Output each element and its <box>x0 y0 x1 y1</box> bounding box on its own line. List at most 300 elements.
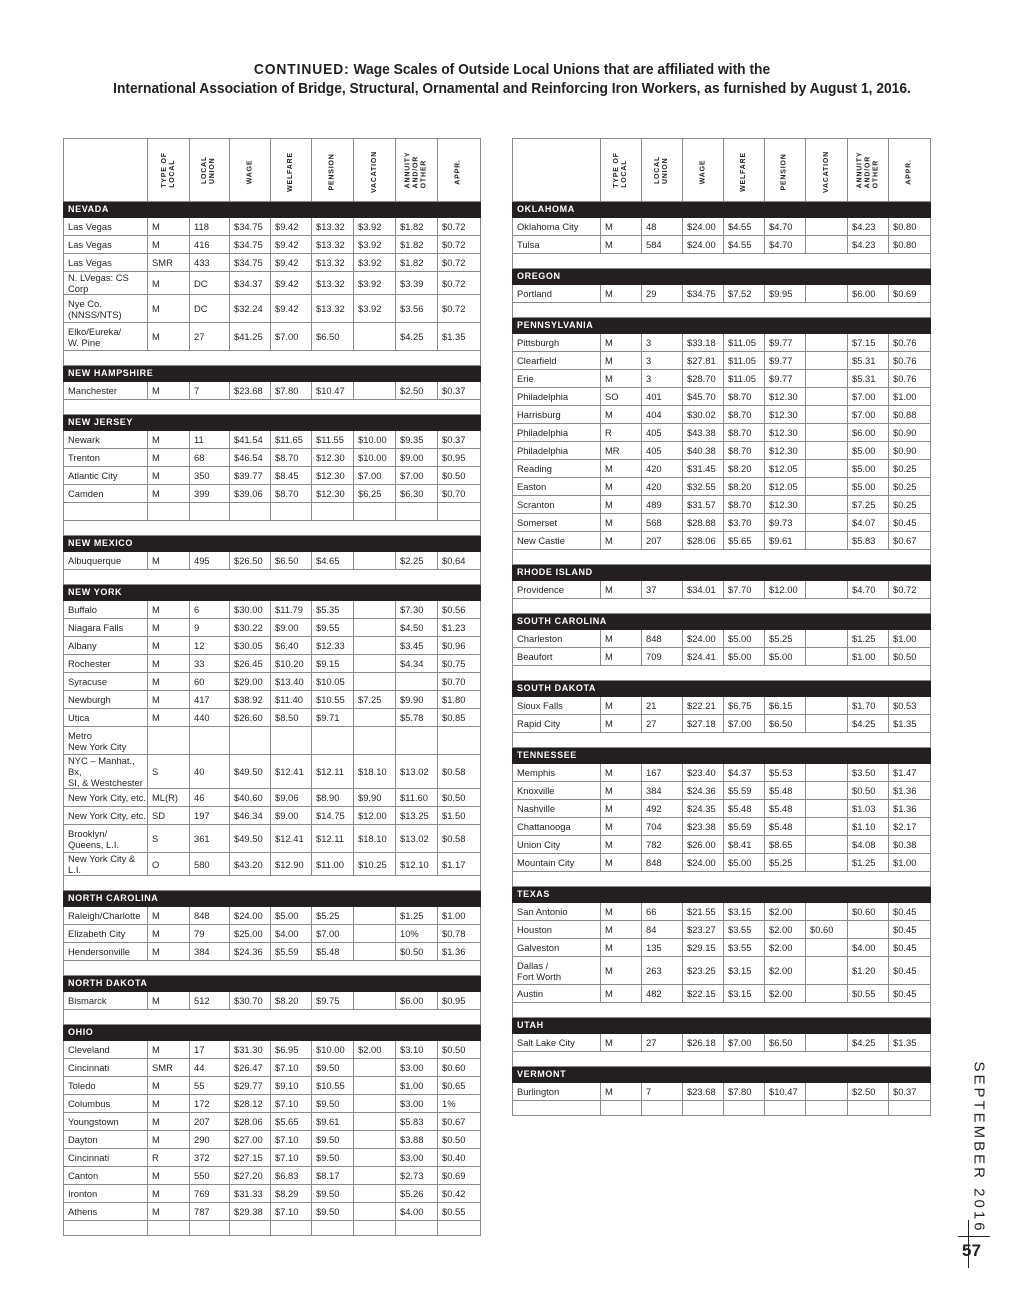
value-cell: $6.00 <box>396 992 438 1010</box>
value-cell: $29.00 <box>230 673 271 691</box>
title-line-1-text: Wage Scales of Outside Local Unions that are affiliated with the <box>349 61 771 78</box>
value-cell <box>354 637 396 655</box>
table-row <box>513 648 931 666</box>
value-cell: $26.00 <box>683 836 724 854</box>
value-cell <box>354 1059 396 1077</box>
value-cell: $4.55 <box>724 218 765 236</box>
value-cell: $4.34 <box>396 655 438 673</box>
value-cell <box>806 496 848 514</box>
value-cell: $29.77 <box>230 1077 271 1095</box>
value-cell: $26.45 <box>230 655 271 673</box>
value-cell: $0.37 <box>438 431 481 449</box>
state-header-row <box>513 269 931 285</box>
value-cell: $7.25 <box>848 496 889 514</box>
spacer-cell <box>312 570 354 585</box>
value-cell <box>312 503 354 521</box>
value-cell: $0.50 <box>438 467 481 485</box>
value-cell: M <box>601 939 642 957</box>
spacer-cell <box>513 872 601 887</box>
value-cell: $5.00 <box>724 854 765 872</box>
value-cell: $10.20 <box>271 655 312 673</box>
header-row <box>513 139 931 202</box>
city-cell: Youngstown <box>64 1113 148 1131</box>
value-cell: $0.72 <box>438 295 481 323</box>
value-cell: M <box>148 691 190 709</box>
spacer-cell <box>190 351 230 366</box>
table-row <box>64 1059 481 1077</box>
value-cell: $12.30 <box>765 388 806 406</box>
spacer-cell <box>889 666 931 681</box>
title-prefix: CONTINUED: <box>253 61 350 78</box>
value-cell: $1.80 <box>438 691 481 709</box>
value-cell: O <box>148 853 190 876</box>
column-header <box>190 139 230 202</box>
empty-cell <box>889 1101 931 1116</box>
column-header <box>848 139 889 202</box>
spacer-cell <box>889 733 931 748</box>
value-cell: $18.10 <box>354 755 396 789</box>
value-cell: 580 <box>190 853 230 876</box>
spacer-cell <box>765 550 806 565</box>
value-cell: $1.25 <box>848 854 889 872</box>
value-cell: $30.22 <box>230 619 271 637</box>
value-cell: $1.25 <box>396 907 438 925</box>
city-cell: Scranton <box>513 496 601 514</box>
value-cell: M <box>601 818 642 836</box>
spacer-row <box>64 400 481 415</box>
value-cell: $8.70 <box>271 449 312 467</box>
value-cell <box>806 1034 848 1052</box>
spacer-cell <box>889 550 931 565</box>
spacer-row <box>513 599 931 614</box>
value-cell: 37 <box>642 581 683 599</box>
value-cell: $9.06 <box>271 789 312 807</box>
spacer-row <box>64 351 481 366</box>
value-cell <box>148 727 190 755</box>
value-cell: $8.41 <box>724 836 765 854</box>
value-cell <box>354 925 396 943</box>
table-row <box>64 467 481 485</box>
spacer-cell <box>396 961 438 976</box>
value-cell: $1.35 <box>889 1034 931 1052</box>
value-cell: $4.70 <box>765 236 806 254</box>
table-row <box>64 254 481 272</box>
value-cell: M <box>601 334 642 352</box>
table-row <box>513 334 931 352</box>
city-cell: Albany <box>64 637 148 655</box>
value-cell <box>312 727 354 755</box>
table-row <box>513 697 931 715</box>
spacer-cell <box>190 1010 230 1025</box>
value-cell: $5.48 <box>765 800 806 818</box>
spacer-cell <box>190 400 230 415</box>
value-cell: $12.30 <box>312 449 354 467</box>
city-cell: Philadelphia <box>513 424 601 442</box>
value-cell: $7.10 <box>271 1059 312 1077</box>
value-cell: $11.05 <box>724 352 765 370</box>
city-cell: Clearfield <box>513 352 601 370</box>
value-cell: $0.45 <box>889 903 931 921</box>
value-cell: $9.90 <box>396 691 438 709</box>
value-cell: $10.25 <box>354 853 396 876</box>
value-cell: $5.26 <box>396 1185 438 1203</box>
city-cell: Galveston <box>513 939 601 957</box>
city-cell: Newburgh <box>64 691 148 709</box>
empty-cell <box>312 1221 354 1236</box>
value-cell <box>806 818 848 836</box>
spacer-cell <box>806 550 848 565</box>
table-row <box>513 985 931 1003</box>
value-cell <box>354 1167 396 1185</box>
value-cell: $1.00 <box>889 854 931 872</box>
spacer-cell <box>271 876 312 891</box>
value-cell <box>806 442 848 460</box>
value-cell: $49.50 <box>230 755 271 789</box>
value-cell: $5.59 <box>724 818 765 836</box>
value-cell: $4.25 <box>848 1034 889 1052</box>
value-cell <box>806 939 848 957</box>
value-cell: $26.18 <box>683 1034 724 1052</box>
table-row <box>64 943 481 961</box>
value-cell: $34.75 <box>230 254 271 272</box>
value-cell: $4.23 <box>848 236 889 254</box>
page-number: 57 <box>962 1241 981 1260</box>
value-cell: $0.88 <box>889 406 931 424</box>
city-cell <box>64 503 148 521</box>
value-cell <box>354 1185 396 1203</box>
value-cell: $5.00 <box>848 460 889 478</box>
value-cell: $6.50 <box>765 1034 806 1052</box>
value-cell: $11.79 <box>271 601 312 619</box>
value-cell: $4.50 <box>396 619 438 637</box>
value-cell: $5.83 <box>396 1113 438 1131</box>
value-cell: $1.36 <box>889 782 931 800</box>
value-cell: $1.17 <box>438 853 481 876</box>
value-cell: $26.60 <box>230 709 271 727</box>
spacer-row <box>513 872 931 887</box>
value-cell: 787 <box>190 1203 230 1221</box>
value-cell: 3 <box>642 352 683 370</box>
table-row <box>513 424 931 442</box>
empty-cell <box>513 1101 601 1116</box>
value-cell: 21 <box>642 697 683 715</box>
value-cell: $24.00 <box>230 907 271 925</box>
value-cell: 263 <box>642 957 683 985</box>
value-cell: $9.90 <box>354 789 396 807</box>
value-cell <box>354 601 396 619</box>
value-cell: $11.05 <box>724 370 765 388</box>
value-cell: $34.37 <box>230 272 271 295</box>
value-cell: $5.31 <box>848 370 889 388</box>
value-cell <box>806 836 848 854</box>
value-cell: 489 <box>642 496 683 514</box>
spacer-cell <box>312 400 354 415</box>
value-cell: M <box>601 697 642 715</box>
spacer-cell <box>683 666 724 681</box>
spacer-row <box>64 1010 481 1025</box>
spacer-cell <box>683 872 724 887</box>
state-name: UTAH <box>513 1018 931 1034</box>
value-cell: $3.56 <box>396 295 438 323</box>
spacer-cell <box>513 550 601 565</box>
spacer-cell <box>438 400 481 415</box>
spacer-cell <box>271 961 312 976</box>
table-row <box>513 236 931 254</box>
spacer-cell <box>724 666 765 681</box>
value-cell: $3.92 <box>354 218 396 236</box>
value-cell: $13.02 <box>396 825 438 853</box>
spacer-row <box>64 570 481 585</box>
value-cell: $29.15 <box>683 939 724 957</box>
value-cell <box>438 727 481 755</box>
city-cell: Brooklyn/ Queens, L.I. <box>64 825 148 853</box>
value-cell <box>806 985 848 1003</box>
spacer-cell <box>148 961 190 976</box>
spacer-cell <box>642 872 683 887</box>
value-cell: $23.38 <box>683 818 724 836</box>
city-cell: Somerset <box>513 514 601 532</box>
value-cell: $1.82 <box>396 254 438 272</box>
table-row <box>513 630 931 648</box>
table-row <box>513 854 931 872</box>
spacer-cell <box>148 876 190 891</box>
value-cell: 769 <box>190 1185 230 1203</box>
spacer-row <box>513 666 931 681</box>
spacer-cell <box>354 400 396 415</box>
spacer-cell <box>148 400 190 415</box>
value-cell: $3.39 <box>396 272 438 295</box>
table-row <box>64 449 481 467</box>
table-row <box>64 295 481 323</box>
value-cell: $0.72 <box>889 581 931 599</box>
value-cell: $2.00 <box>765 985 806 1003</box>
value-cell: 66 <box>642 903 683 921</box>
value-cell: $3.00 <box>396 1059 438 1077</box>
value-cell: $9.55 <box>312 619 354 637</box>
value-cell: $7.10 <box>271 1131 312 1149</box>
spacer-cell <box>889 254 931 269</box>
value-cell: $0.50 <box>396 943 438 961</box>
value-cell: 384 <box>190 943 230 961</box>
value-cell: 60 <box>190 673 230 691</box>
value-cell: $9.50 <box>312 1203 354 1221</box>
table-row <box>64 992 481 1010</box>
value-cell: $0.45 <box>889 939 931 957</box>
spacer-cell <box>806 599 848 614</box>
value-cell: $0.40 <box>438 1149 481 1167</box>
table-row <box>64 503 481 521</box>
city-cell: Rochester <box>64 655 148 673</box>
spacer-cell <box>724 1052 765 1067</box>
spacer-cell <box>848 872 889 887</box>
value-cell: $0.76 <box>889 352 931 370</box>
value-cell: $9.61 <box>765 532 806 550</box>
value-cell: $1.00 <box>848 648 889 666</box>
spacer-cell <box>230 351 271 366</box>
value-cell: $0.67 <box>438 1113 481 1131</box>
value-cell: $24.00 <box>683 218 724 236</box>
value-cell <box>806 460 848 478</box>
value-cell: $6.50 <box>271 552 312 570</box>
city-cell: Las Vegas <box>64 218 148 236</box>
state-header-row <box>513 748 931 764</box>
value-cell: $5.59 <box>724 782 765 800</box>
city-cell: Rapid City <box>513 715 601 733</box>
value-cell: $4.25 <box>848 715 889 733</box>
value-cell: $9.00 <box>271 619 312 637</box>
column-header-label: VACATION <box>370 151 378 193</box>
value-cell: M <box>601 854 642 872</box>
value-cell <box>396 503 438 521</box>
value-cell <box>396 673 438 691</box>
city-cell: Elizabeth City <box>64 925 148 943</box>
value-cell: 84 <box>642 921 683 939</box>
table-row <box>64 1131 481 1149</box>
value-cell: $3.55 <box>724 939 765 957</box>
value-cell: $1.00 <box>889 388 931 406</box>
value-cell: $24.00 <box>683 630 724 648</box>
value-cell: $8.20 <box>271 992 312 1010</box>
value-cell: $8.29 <box>271 1185 312 1203</box>
value-cell: $6.83 <box>271 1167 312 1185</box>
value-cell: $9.10 <box>271 1077 312 1095</box>
value-cell: $30.70 <box>230 992 271 1010</box>
table-row <box>513 782 931 800</box>
spacer-cell <box>642 550 683 565</box>
spacer-cell <box>601 666 642 681</box>
city-cell: Atlantic City <box>64 467 148 485</box>
spacer-row <box>513 303 931 318</box>
city-cell: Dallas / Fort Worth <box>513 957 601 985</box>
value-cell <box>354 323 396 351</box>
value-cell: $4.70 <box>765 218 806 236</box>
table-row <box>64 655 481 673</box>
value-cell: $6.95 <box>271 1041 312 1059</box>
value-cell: $11.60 <box>396 789 438 807</box>
value-cell: 401 <box>642 388 683 406</box>
value-cell: MR <box>601 442 642 460</box>
value-cell: $0.72 <box>438 272 481 295</box>
state-header-row <box>513 1067 931 1083</box>
value-cell: $9.71 <box>312 709 354 727</box>
table-row <box>64 637 481 655</box>
column-header-label: ANNUITY AND/OR OTHER <box>856 151 879 189</box>
value-cell: M <box>148 637 190 655</box>
spacer-cell <box>642 1003 683 1018</box>
state-name: TENNESSEE <box>513 748 931 764</box>
spacer-cell <box>396 521 438 536</box>
table-row <box>513 285 931 303</box>
value-cell: M <box>148 431 190 449</box>
value-cell: 197 <box>190 807 230 825</box>
city-cell: New York City, etc. <box>64 807 148 825</box>
value-cell: $1.82 <box>396 236 438 254</box>
state-name: OREGON <box>513 269 931 285</box>
table-row <box>64 1113 481 1131</box>
value-cell: $9.42 <box>271 236 312 254</box>
value-cell: $3.15 <box>724 985 765 1003</box>
spacer-cell <box>190 961 230 976</box>
value-cell: M <box>148 272 190 295</box>
value-cell: $4.00 <box>396 1203 438 1221</box>
value-cell: $45.70 <box>683 388 724 406</box>
value-cell: $12.41 <box>271 825 312 853</box>
spacer-cell <box>396 570 438 585</box>
value-cell: $0.37 <box>889 1083 931 1101</box>
value-cell: $1.00 <box>438 907 481 925</box>
value-cell: $8.65 <box>765 836 806 854</box>
value-cell: $5.59 <box>271 943 312 961</box>
value-cell: $9.42 <box>271 295 312 323</box>
spacer-cell <box>190 570 230 585</box>
value-cell <box>806 236 848 254</box>
value-cell: $40.38 <box>683 442 724 460</box>
value-cell: $0.72 <box>438 254 481 272</box>
value-cell: 405 <box>642 442 683 460</box>
state-name: NEW HAMPSHIRE <box>64 366 481 382</box>
city-cell: NYC – Manhat., Bx, SI, & Westchester <box>64 755 148 789</box>
value-cell: $28.88 <box>683 514 724 532</box>
spacer-cell <box>438 876 481 891</box>
table-row <box>513 957 931 985</box>
value-cell: SD <box>148 807 190 825</box>
spacer-cell <box>642 599 683 614</box>
value-cell: M <box>148 218 190 236</box>
value-cell: 290 <box>190 1131 230 1149</box>
spacer-cell <box>724 550 765 565</box>
value-cell <box>806 903 848 921</box>
city-cell: Hendersonville <box>64 943 148 961</box>
table-row <box>513 460 931 478</box>
page-title <box>41 60 983 98</box>
value-cell: $1.00 <box>396 1077 438 1095</box>
value-cell: $0.37 <box>438 382 481 400</box>
value-cell: $0.42 <box>438 1185 481 1203</box>
value-cell: $4.70 <box>848 581 889 599</box>
value-cell: $39.77 <box>230 467 271 485</box>
value-cell: 7 <box>642 1083 683 1101</box>
value-cell <box>354 619 396 637</box>
value-cell: $4.07 <box>848 514 889 532</box>
value-cell: M <box>148 1185 190 1203</box>
value-cell <box>806 764 848 782</box>
value-cell: $0.69 <box>438 1167 481 1185</box>
value-cell <box>354 1131 396 1149</box>
state-header-row <box>64 536 481 552</box>
value-cell: 6 <box>190 601 230 619</box>
value-cell: $0.58 <box>438 755 481 789</box>
value-cell: 55 <box>190 1077 230 1095</box>
value-cell: $0.72 <box>438 236 481 254</box>
value-cell <box>230 727 271 755</box>
value-cell: $0.60 <box>438 1059 481 1077</box>
city-cell: Elko/Eureka/ W. Pine <box>64 323 148 351</box>
city-cell: Las Vegas <box>64 254 148 272</box>
column-header <box>271 139 312 202</box>
value-cell: $0.50 <box>438 1131 481 1149</box>
value-cell: $2.00 <box>765 921 806 939</box>
value-cell: $0.96 <box>438 637 481 655</box>
spacer-cell <box>354 570 396 585</box>
value-cell: $0.60 <box>848 903 889 921</box>
spacer-cell <box>765 254 806 269</box>
header-blank <box>64 139 148 202</box>
value-cell: $27.18 <box>683 715 724 733</box>
spacer-cell <box>230 961 271 976</box>
value-cell: $28.06 <box>683 532 724 550</box>
value-cell <box>806 782 848 800</box>
value-cell: 372 <box>190 1149 230 1167</box>
